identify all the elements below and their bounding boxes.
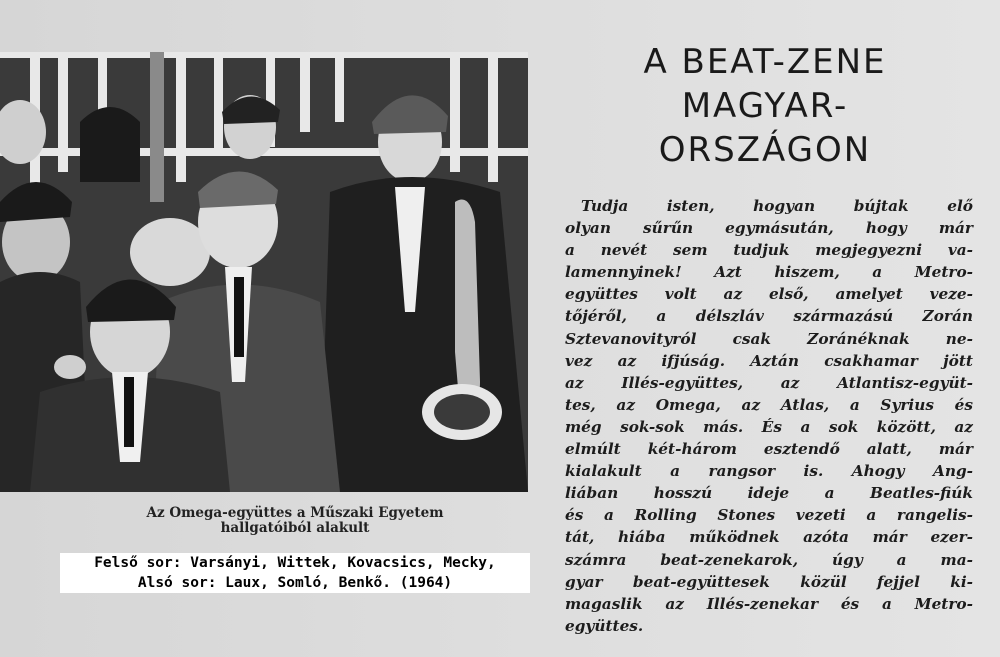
credits-top-row: Felső sor: Varsányi, Wittek, Kovacsics, Mecky, [94,555,496,571]
credits-bottom-row: Alsó sor: Laux, Somló, Benkő. (1964) [137,575,453,591]
article-headline [590,40,940,172]
article-line: a nevét sem tudjuk megjegyezni va- [565,241,973,260]
article-line: még sok-sok más. És a sok között, az [565,417,973,436]
article-line: tát, hiába működnek azóta már ezer- [565,528,973,547]
headline-line-3: ORSZÁGON [658,130,872,170]
article-line: vez az ifjúság. Aztán csakhamar jött [565,351,973,370]
article-line: számra beat-zenekarok, úgy a ma- [565,550,973,569]
article-line: az Illés-együttes, az Atlantisz-együt- [565,373,973,392]
photo-caption [60,506,530,536]
band-photo [0,52,528,492]
article-line: tőjéről, a délszláv származású Zorán [565,307,973,326]
article-line: és a Rolling Stones vezeti a rangelis- [565,506,973,525]
article-line: Tudja isten, hogyan bújtak elő [581,197,973,215]
caption-line-2: hallgatóiból alakult [220,520,370,536]
headline-line-2: MAGYAR- [681,86,849,126]
headline-line-1: A BEAT-ZENE [643,42,887,82]
article-line: együttes. [565,616,644,635]
article-line: lamennyinek! Azt hiszem, a Metro- [565,263,973,282]
article-line: tes, az Omega, az Atlas, a Syrius és [565,395,973,414]
article-line: gyar beat-együttesek közül fejjel ki- [565,572,973,591]
article-line: együttes volt az első, amelyet veze- [565,285,973,304]
article-body [565,195,973,637]
article-line: olyan sűrűn egymásután, hogy már [565,219,973,238]
photo-credits [60,553,530,593]
article-line: magaslik az Illés-zenekar és a Metro- [565,594,973,613]
article-line: liában hosszú ideje a Beatles-fiúk [565,484,973,503]
article-line: Sztevanovityról csak Zoránéknak ne- [565,329,973,348]
article-line: kialakult a rangsor is. Ahogy Ang- [565,462,973,481]
article-line: elmúlt két-három esztendő alatt, már [565,440,973,459]
caption-line-1: Az Omega-együttes a Műszaki Egyetem [146,505,444,521]
